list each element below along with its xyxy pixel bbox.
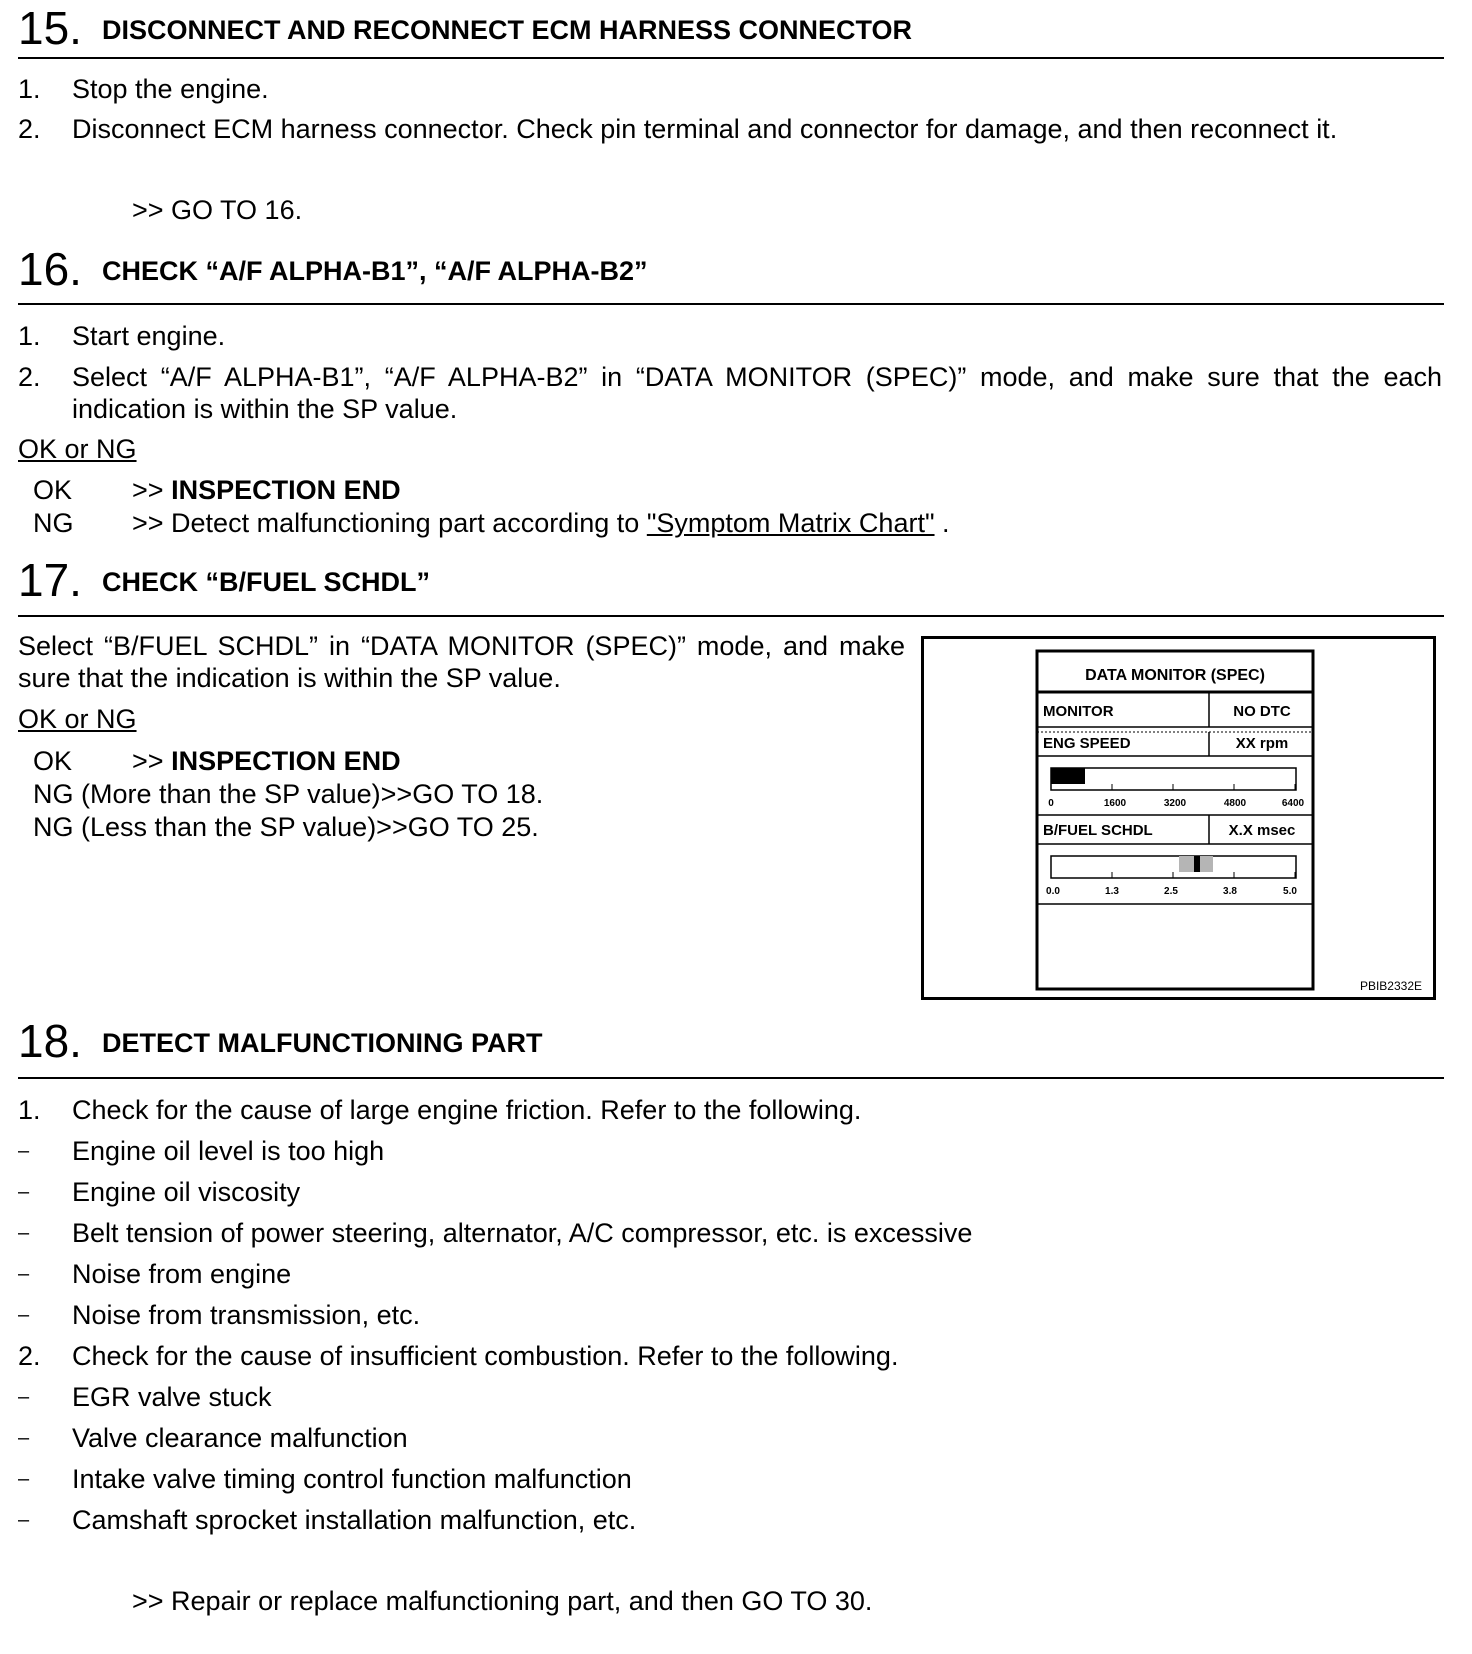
- ok-label: OK: [33, 746, 73, 776]
- step-title: CHECK “B/FUEL SCHDL”: [102, 567, 431, 597]
- dash-bullet: –: [18, 1386, 30, 1408]
- tick-label: 1.3: [1105, 886, 1119, 897]
- instruction-text: Check for the cause of large engine friction. Refer to the following.: [72, 1095, 862, 1125]
- tick-label: 2.5: [1164, 886, 1178, 897]
- inspection-end: INSPECTION END: [171, 746, 401, 776]
- dash-bullet: –: [18, 1263, 30, 1285]
- tick-label: 3.8: [1223, 886, 1237, 897]
- list-number: 1.: [18, 321, 41, 351]
- ok-result: [132, 474, 401, 506]
- ng-result-text: >> Detect malfunctioning part according to: [132, 508, 640, 538]
- list-item: Camshaft sprocket installation malfunction, etc.: [72, 1505, 637, 1535]
- tick-label: 0.0: [1046, 886, 1060, 897]
- eng-speed-bar-fill: [1051, 768, 1085, 784]
- final-instruction: >> Repair or replace malfunctioning part, and then GO TO 30.: [132, 1586, 873, 1616]
- divider: [18, 303, 1444, 305]
- monitor-screen: [1037, 651, 1313, 989]
- divider: [18, 615, 1444, 617]
- dash-bullet: –: [18, 1304, 30, 1326]
- instruction-text: Start engine.: [72, 321, 226, 351]
- list-number: 2.: [18, 1341, 41, 1371]
- step-number: 16.: [18, 243, 82, 295]
- tick-label: 1600: [1103, 798, 1127, 809]
- arrow: >>: [132, 746, 164, 776]
- ok-or-ng-label: OK or NG: [18, 434, 137, 464]
- dash-bullet: –: [18, 1181, 30, 1203]
- instruction-text: Check for the cause of insufficient combustion. Refer to the following.: [72, 1341, 899, 1371]
- list-item: Intake valve timing control function malfunction: [72, 1464, 632, 1494]
- list-item: Engine oil viscosity: [72, 1177, 301, 1207]
- arrow: >>: [132, 475, 164, 505]
- step-title: CHECK “A/F ALPHA-B1”, “A/F ALPHA-B2”: [102, 256, 648, 286]
- dash-bullet: –: [18, 1509, 30, 1531]
- instruction-text: Select “A/F ALPHA-B1”, “A/F ALPHA-B2” in “DATA MONITOR (SPEC)” mode, and make sure that the each indication is within the SP value.: [72, 362, 1442, 424]
- eng-speed-value: XX rpm: [1235, 735, 1289, 752]
- step-title: DETECT MALFUNCTIONING PART: [102, 1028, 543, 1058]
- data-monitor-figure: [921, 636, 1436, 1000]
- list-number: 2.: [18, 114, 41, 144]
- tick-label: 0: [1048, 798, 1054, 809]
- list-item: Noise from engine: [72, 1259, 292, 1289]
- instruction-text: Stop the engine.: [72, 74, 269, 104]
- ok-or-ng-label: OK or NG: [18, 704, 137, 734]
- divider: [18, 57, 1444, 59]
- dash-bullet: –: [18, 1140, 30, 1162]
- step-number: 18.: [18, 1015, 82, 1067]
- list-number: 2.: [18, 362, 41, 392]
- monitor-value: NO DTC: [1233, 703, 1291, 720]
- monitor-header: DATA MONITOR (SPEC): [1085, 667, 1265, 684]
- tick-label: 5.0: [1283, 886, 1297, 897]
- step-number: 17.: [18, 554, 82, 606]
- symptom-matrix-chart-link[interactable]: "Symptom Matrix Chart": [646, 508, 935, 538]
- ng-suffix: .: [942, 508, 950, 538]
- list-item: Valve clearance malfunction: [72, 1423, 408, 1453]
- divider: [18, 1077, 1444, 1079]
- list-item: Engine oil level is too high: [72, 1136, 385, 1166]
- monitor-label: MONITOR: [1043, 703, 1114, 720]
- ng-more-result: NG (More than the SP value)>>GO TO 18.: [33, 779, 544, 809]
- list-number: 1.: [18, 74, 41, 104]
- b-fuel-schdl-value: X.X msec: [1228, 822, 1296, 839]
- figure-code: PBIB2332E: [1359, 979, 1422, 993]
- tick-label: 4800: [1223, 798, 1247, 809]
- inspection-end: INSPECTION END: [171, 475, 401, 505]
- dash-bullet: –: [18, 1468, 30, 1490]
- ng-label: NG: [33, 508, 74, 538]
- list-number: 1.: [18, 1095, 41, 1125]
- ok-result: [132, 745, 401, 777]
- eng-speed-label: ENG SPEED: [1043, 735, 1131, 752]
- list-item: Noise from transmission, etc.: [72, 1300, 421, 1330]
- dash-bullet: –: [18, 1427, 30, 1449]
- b-fuel-schdl-indicator: [1194, 856, 1200, 872]
- instruction-text: Select “B/FUEL SCHDL” in “DATA MONITOR (SPEC)” mode, and make sure that the indication is within the SP value.: [18, 631, 905, 693]
- tick-label: 3200: [1163, 798, 1187, 809]
- b-fuel-schdl-label: B/FUEL SCHDL: [1043, 822, 1153, 839]
- data-monitor-illustration: [924, 639, 1433, 997]
- ng-result: [132, 507, 950, 539]
- ok-label: OK: [33, 475, 73, 505]
- instruction-text: Disconnect ECM harness connector. Check pin terminal and connector for damage, and then reconnect it.: [72, 114, 1338, 144]
- goto-instruction: >> GO TO 16.: [132, 195, 303, 225]
- ng-less-result: NG (Less than the SP value)>>GO TO 25.: [33, 812, 539, 842]
- step-title: DISCONNECT AND RECONNECT ECM HARNESS CONNECTOR: [102, 15, 913, 45]
- tick-label: 6400: [1281, 798, 1305, 809]
- step-number: 15.: [18, 2, 82, 54]
- list-item: Belt tension of power steering, alternator, A/C compressor, etc. is excessive: [72, 1218, 973, 1248]
- dash-bullet: –: [18, 1222, 30, 1244]
- list-item: EGR valve stuck: [72, 1382, 272, 1412]
